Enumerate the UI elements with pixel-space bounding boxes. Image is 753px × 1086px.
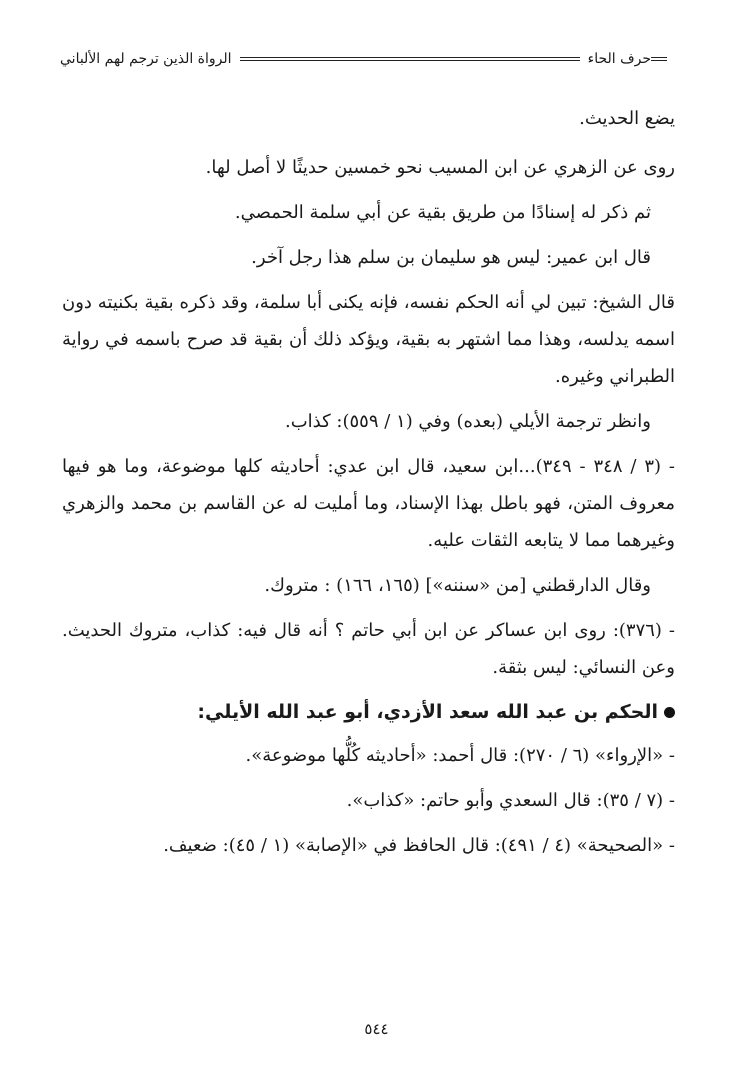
page-number: ٥٤٤ bbox=[364, 1020, 389, 1038]
bullet-icon bbox=[664, 707, 675, 718]
section-title: حرف الحاء bbox=[587, 51, 651, 67]
page-body bbox=[62, 100, 675, 872]
header-rule bbox=[240, 57, 580, 61]
entry-line: - (٧ / ٣٥): قال السعدي وأبو حاتم: «كذاب». bbox=[346, 790, 675, 811]
paragraph: قال الشيخ: تبين لي أنه الحكم نفسه، فإنه يكنى أبا سلمة، وقد ذكره بقية بكنيته دون اسمه يدلسه، وهذا مما اشتهر به بقية، ويؤكد ذلك أن بقية قد صرح باسمه في رواية الطبراني وغيره. bbox=[62, 292, 675, 387]
paragraph: - (٣٧٦): روى ابن عساكر عن ابن أبي حاتم ؟ أنه قال فيه: كذاب، متروك الحديث. وعن النسائي: ليس بثقة. bbox=[62, 620, 676, 678]
paragraph: - (٣ / ٣٤٨ - ٣٤٩)...ابن سعيد، قال ابن عدي: أحاديثه كلها موضوعة، وما هو فيها معروف المتن، فهو باطل بهذا الإسناد، وما أمليت له عن القاسم بن محمد والزهري وغيرهما مما لا يتابعه الثقات عليه. bbox=[62, 456, 676, 551]
paragraph: قال ابن عمير: ليس هو سليمان بن سلم هذا رجل آخر. bbox=[251, 247, 651, 268]
entry-heading bbox=[62, 694, 675, 731]
paragraph: وانظر ترجمة الأيلي (بعده) وفي (١ / ٥٥٩): كذاب. bbox=[284, 411, 651, 432]
entry-line: - «الإرواء» (٦ / ٢٧٠): قال أحمد: «أحاديثه كُلُّها موضوعة». bbox=[245, 745, 675, 766]
entry-line: - «الصحيحة» (٤ / ٤٩١): قال الحافظ في «الإصابة» (١ / ٤٥): ضعيف. bbox=[163, 835, 675, 856]
entry-heading-text: الحكم بن عبد الله سعد الأزدي، أبو عبد الله الأيلي: bbox=[197, 701, 658, 723]
running-title: الرواة الذين ترجم لهم الألباني bbox=[60, 51, 232, 67]
page-header bbox=[60, 48, 675, 70]
paragraph: يضع الحديث. bbox=[579, 108, 675, 129]
paragraph: روى عن الزهري عن ابن المسيب نحو خمسين حديثًا لا أصل لها. bbox=[205, 157, 675, 178]
paragraph: ثم ذكر له إسنادًا من طريق بقية عن أبي سلمة الحمصي. bbox=[234, 202, 651, 223]
header-end-mark bbox=[651, 57, 667, 61]
paragraph: وقال الدارقطني [من «سننه»] (١٦٥، ١٦٦) : متروك. bbox=[264, 575, 651, 596]
